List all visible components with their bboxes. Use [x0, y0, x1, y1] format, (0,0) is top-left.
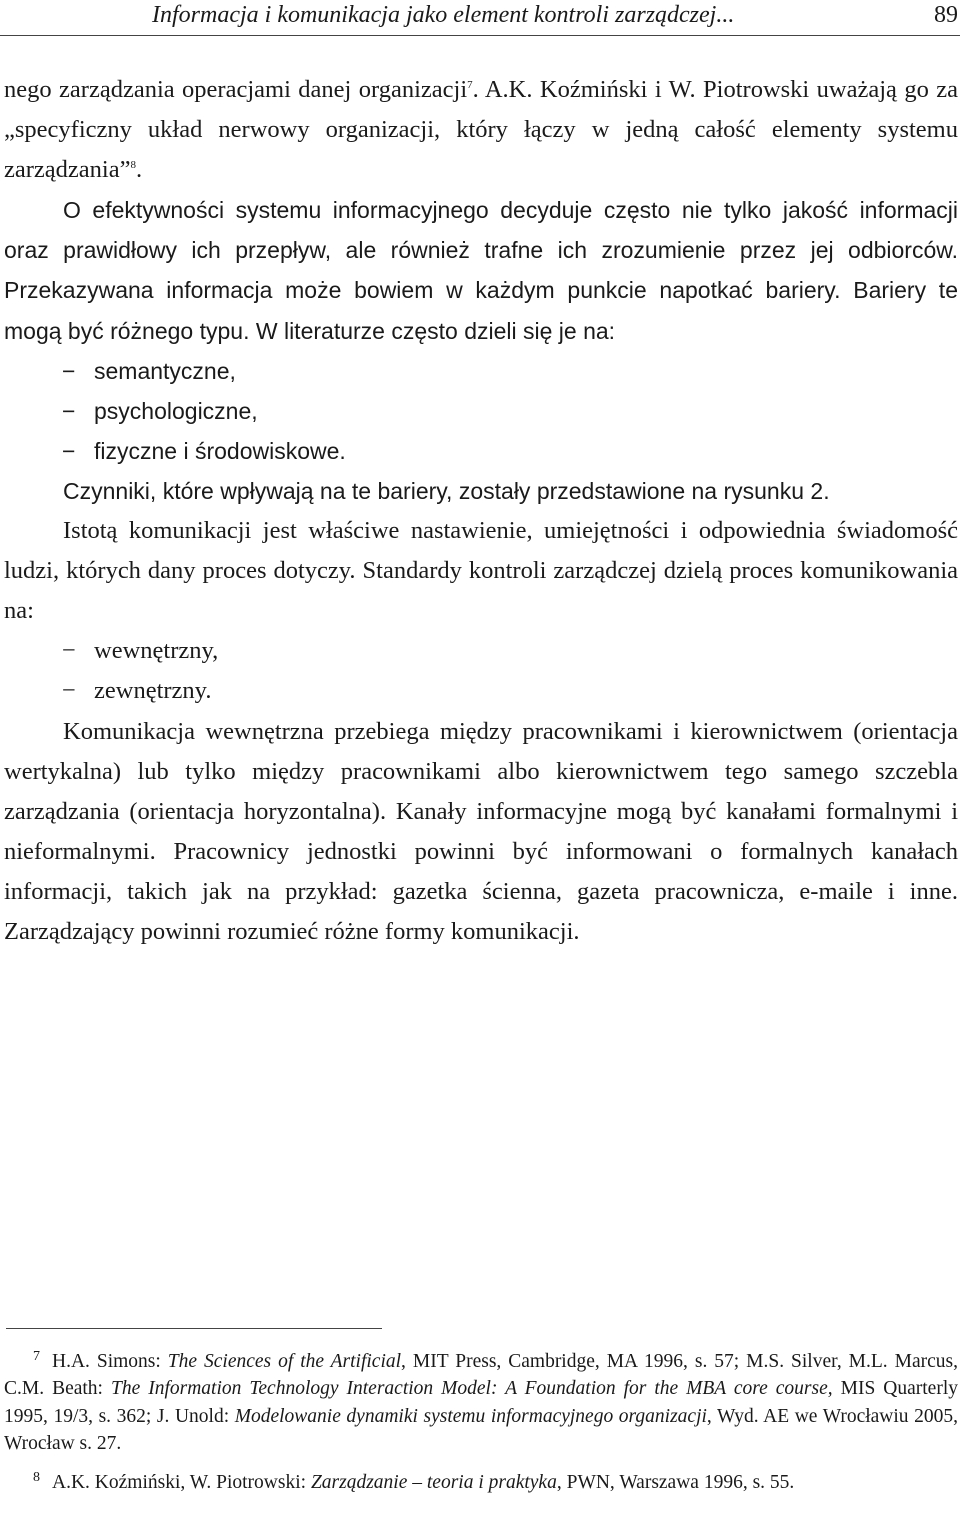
dash-bullet: −	[62, 637, 76, 665]
dash-bullet: −	[62, 357, 76, 384]
footnote-number: 8	[33, 1469, 40, 1485]
dash-bullet: −	[62, 437, 76, 464]
footnote-number: 7	[33, 1348, 40, 1364]
paragraph-1: nego zarządzania operacjami danej organizacji$^7$. A.K. Koźmiński i W. Piotrowski uważają go za „specyficzny układ nerwowy organizacji, który łączy w jedną całość elementy systemu zarządzania”$^8$.	[4, 76, 958, 184]
footnote-8: $^8$ A.K. Koźmiński, W. Piotrowski: Zarządzanie – teoria i praktyka, PWN, Warszawa 1996, s. 55.	[33, 1469, 795, 1494]
paragraph-4: Istotą komunikacji jest właściwe nastawienie, umiejętności i odpowiednia świadomość ludzi, których dany proces dotyczy. Standardy kontroli zarządczej dzielą proces komunikowania na:	[4, 517, 958, 625]
footnote-ref-7: 7	[467, 78, 473, 91]
list-item: − zewnętrzny.	[4, 671, 958, 711]
header-rule	[0, 35, 960, 36]
page-number: 89	[934, 2, 958, 28]
running-header-title: Informacja i komunikacja jako element kontroli zarządczej...	[152, 2, 735, 28]
running-header	[0, 0, 960, 36]
paragraph-3: Czynniki, które wpływają na te bariery, zostały przedstawione na rysunku 2.	[63, 477, 830, 504]
paragraph-2: O efektywności systemu informacyjnego decyduje często nie tylko jakość informacji oraz prawidłowy ich przepływ, ale również trafne ich zrozumienie przez jej odbiorców. Przekazywana informacja może bowiem w każdym punkcie napotkać bariery. Bariery te mogą być różnego typu. W literaturze często dzieli się je na:	[4, 197, 958, 344]
footnote-7: $^7$ H.A. Simons: The Sciences of the Artificial, MIT Press, Cambridge, MA 1996, s. 57; M.S. Silver, M.L. Marcus, C.M. Beath: The Information Technology Interaction Model: A Foundation for the MBA core course, MIS Quarterly 1995, 19/3, s. 362; J. Unold: Modelowanie dynamiki systemu informacyjnego organizacji, Wyd. AE we Wrocławiu 2005, Wrocław s. 27.	[4, 1348, 959, 1454]
footnotes	[4, 1348, 958, 1508]
barriers-list	[4, 351, 958, 471]
body-text	[4, 70, 958, 952]
footnote-rule	[6, 1328, 382, 1329]
list-item: − fizyczne i środowiskowe.	[4, 431, 958, 471]
dash-bullet: −	[62, 677, 76, 705]
paragraph-5: Komunikacja wewnętrzna przebiega między pracownikami i kierownictwem (orientacja wertykalna) lub tylko między pracownikami albo kierownictwem tego samego szczebla zarządzania (orientacja horyzontalna). Kanały informacyjne mogą być kanałami formalnymi i nieformalnymi. Pracownicy jednostki powinni być informowani o formalnych kanałach informacji, takich jak na przykład: gazetka ścienna, gazeta pracownicza, e-maile i inne. Zarządzający powinni rozumieć różne formy komunikacji.	[4, 717, 958, 945]
list-item: − wewnętrzny,	[4, 631, 958, 671]
list-item: − psychologiczne,	[4, 391, 958, 431]
list-item: − semantyczne,	[4, 351, 958, 391]
footnote-ref-8: 8	[130, 159, 136, 172]
dash-bullet: −	[62, 397, 76, 424]
communication-list	[4, 631, 958, 711]
